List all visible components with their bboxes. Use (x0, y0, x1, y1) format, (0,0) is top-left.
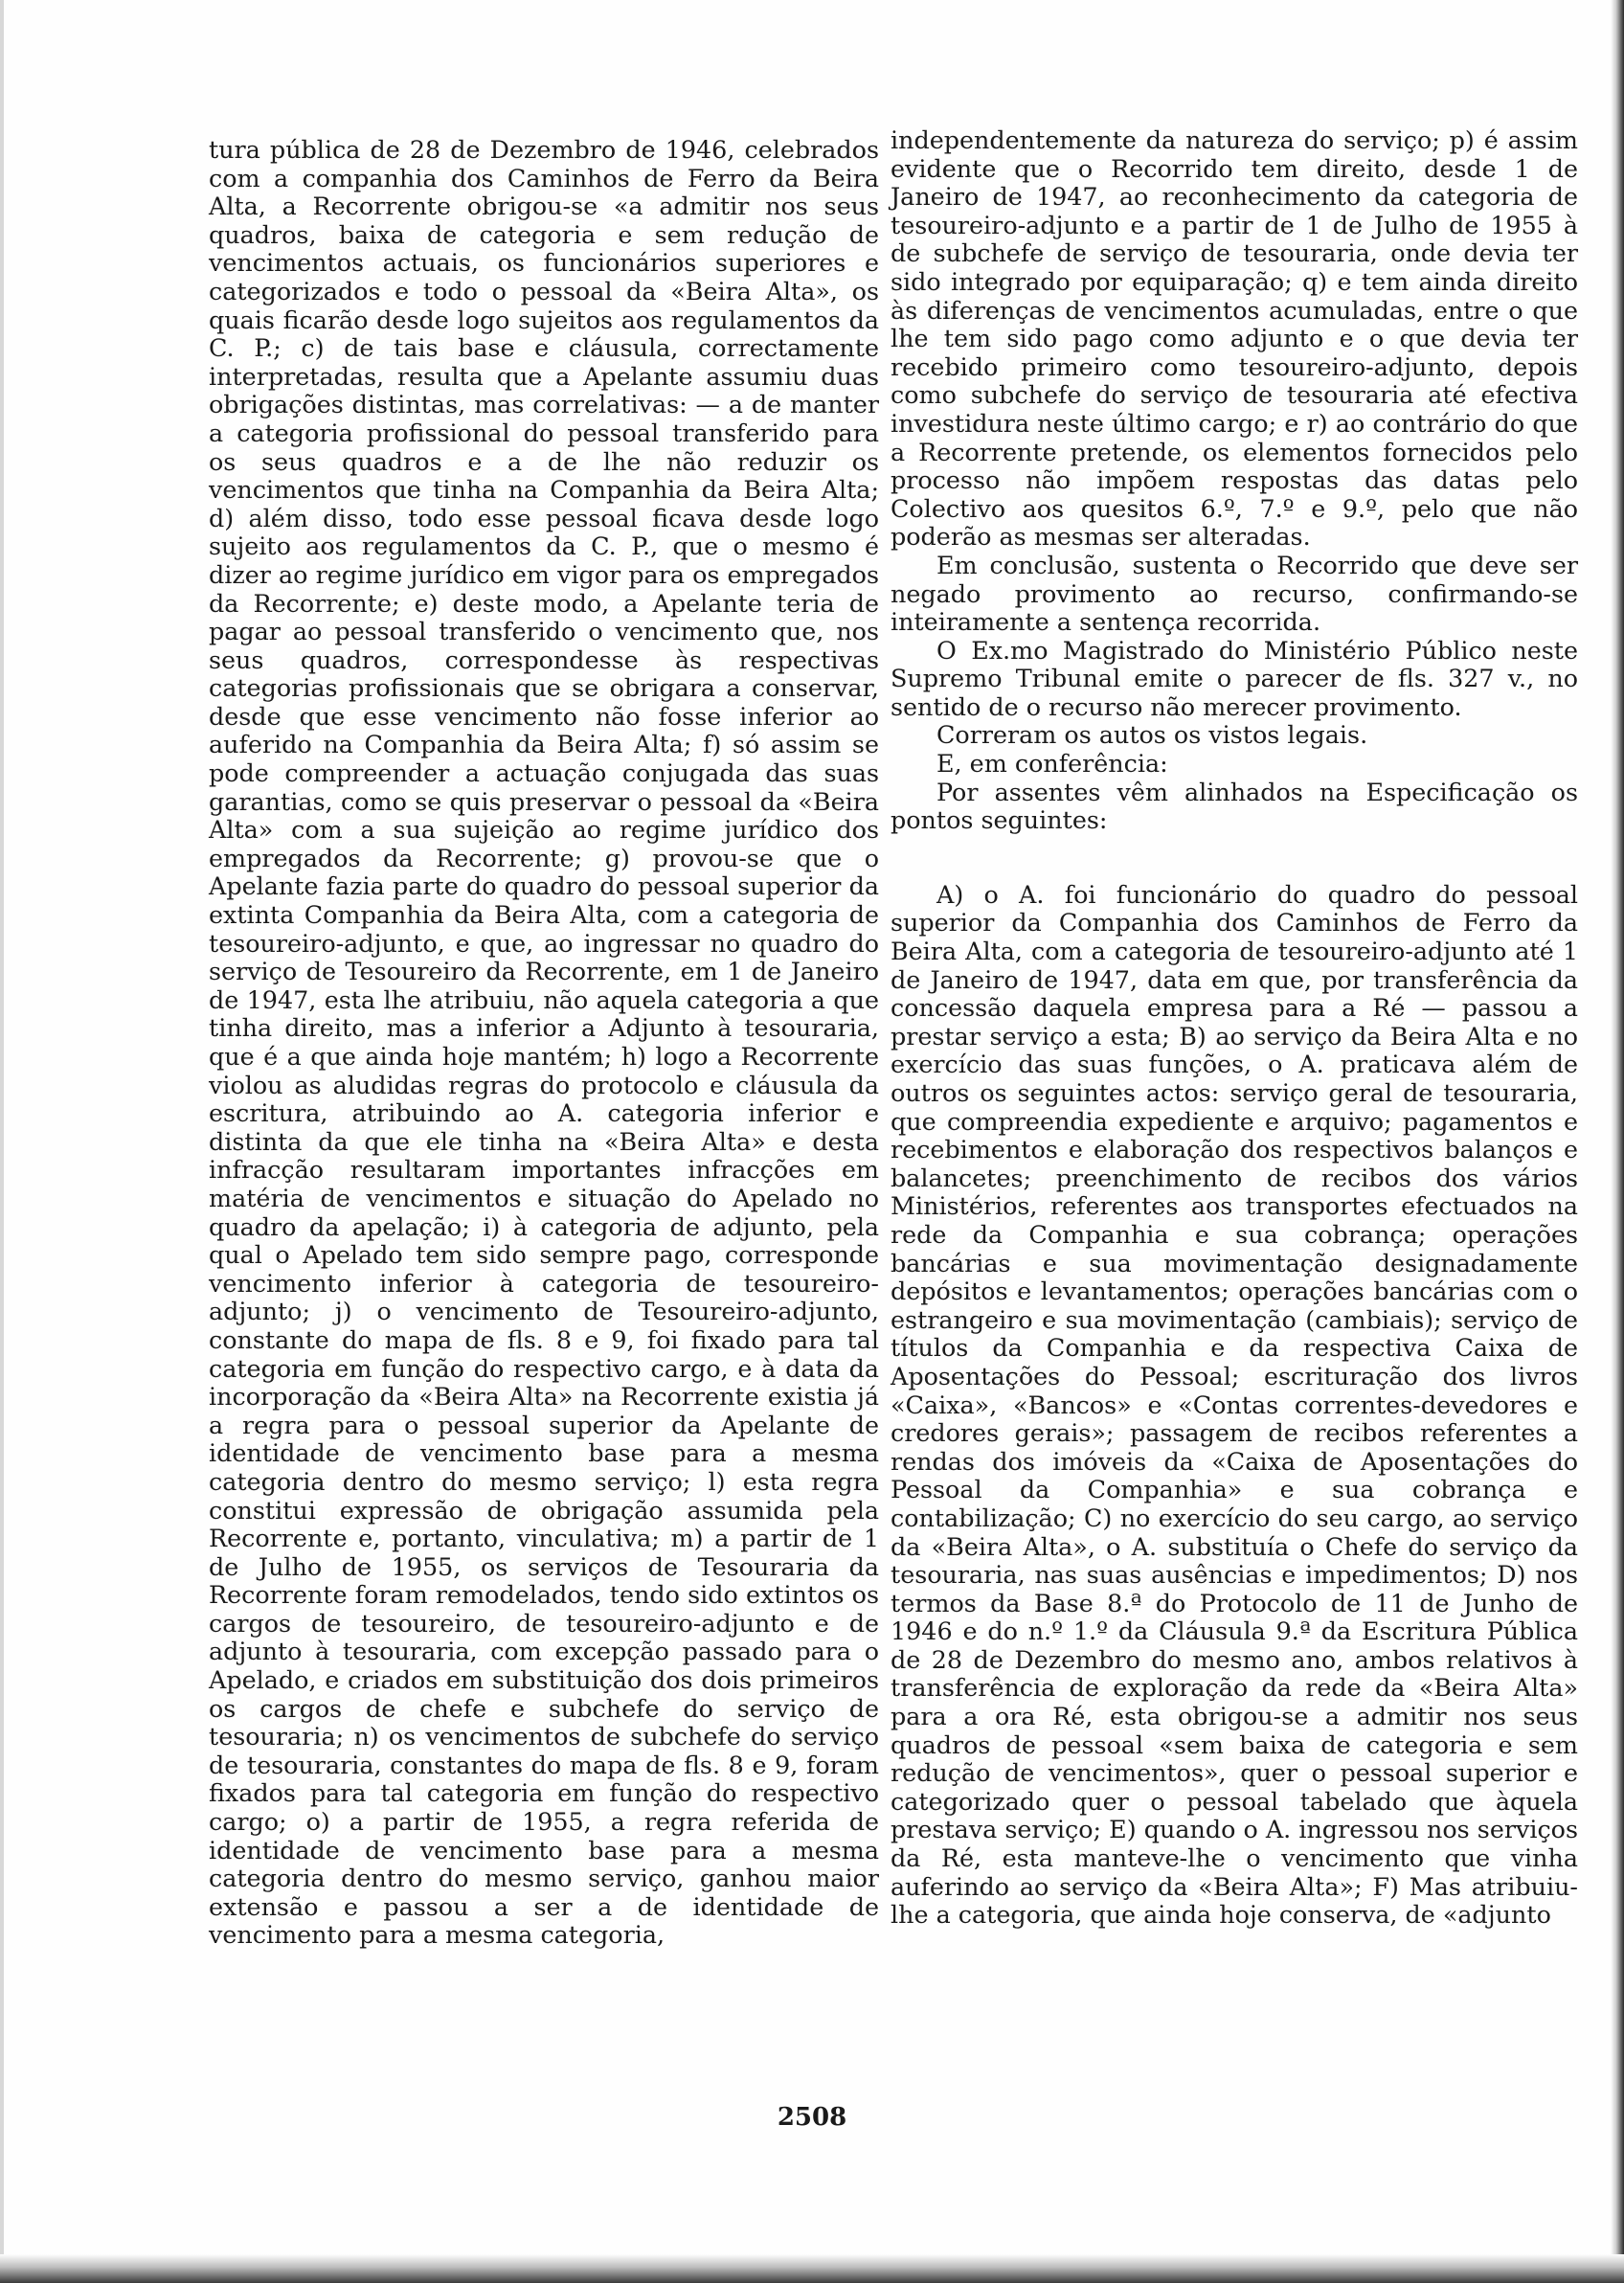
left-column-paragraph: tura pública de 28 de Dezembro de 1946, celebrados com a companhia dos Caminhos de Ferro da Beira Alta, a Recorrente obrigou-se «a admitir nos seus quadros, baixa de categoria e sem redução de vencimentos actuais, os funcionários superiores e categorizados e todo o pessoal da «Beira Alta», os quais ficarão desde logo sujeitos aos regulamentos da C. P.; c) de tais base e cláusula, correctamente interpretadas, resulta que a Apelante assumiu duas obrigações distintas, mas correlativas: — a de manter a categoria profissional do pessoal transferido para os seus quadros e a de lhe não reduzir os vencimentos que tinha na Companhia da Beira Alta; d) além disso, todo esse pessoal ficava desde logo sujeito aos regulamentos da C. P., que o mesmo é dizer ao regime jurídico em vigor para os empregados da Recorrente; e) deste modo, a Apelante teria de pagar ao pessoal transferido o vencimento que, nos seus quadros, correspondesse às respectivas categorias profissionais que se obrigara a conservar, desde que esse vencimento não fosse inferior ao auferido na Companhia da Beira Alta; f) só assim se pode compreender a actuação conjugada das suas garantias, como se quis preservar o pessoal da «Beira Alta» com a sua sujeição ao regime jurídico dos empregados da Recorrente; g) provou-se que o Apelante fazia parte do quadro do pessoal superior da extinta Companhia da Beira Alta, com a categoria de tesoureiro-adjunto, e que, ao ingressar no quadro do serviço de Tesoureiro da Recorrente, em 1 de Janeiro de 1947, esta lhe atribuiu, não aquela categoria a que tinha direito, mas a inferior a Adjunto à tesouraria, que é a que ainda hoje mantém; h) logo a Recorrente violou as aludidas regras do protocolo e cláusula da escritura, atribuindo ao A. categoria inferior e distinta da que ele tinha na «Beira Alta» e desta infracção resultaram importantes infracções em matéria de vencimentos e situação do Apelado no quadro da apelação; i) à categoria de adjunto, pela qual o Apelado tem sido sempre pago, corresponde vencimento inferior à categoria de tesoureiro-adjunto; j) o vencimento de Tesoureiro-adjunto, constante do mapa de fls. 8 e 9, foi fixado para tal categoria em função do respectivo cargo, e à data da incorporação da «Beira Alta» na Recorrente existia já a regra para o pessoal superior da Apelante de identidade de vencimento base para a mesma categoria dentro do mesmo serviço; l) esta regra constitui expressão de obrigação assumida pela Recorrente e, portanto, vinculativa; m) a partir de 1 de Julho de 1955, os serviços de Tesouraria da Recorrente foram remodelados, tendo sido extintos os cargos de tesoureiro, de tesoureiro-adjunto e de adjunto à tesouraria, com excepção passado para o Apelado, e criados em substituição dos dois primeiros os cargos de chefe e subchefe do serviço de tesouraria; n) os vencimentos de subchefe do serviço de tesouraria, constantes do mapa de fls. 8 e 9, foram fixados para tal categoria em função do respectivo cargo; o) a partir de 1955, a regra referida de identidade de vencimento base para a mesma categoria dentro do mesmo serviço, ganhou maior extensão e passou a ser a de identidade de vencimento para a mesma categoria, (209, 135, 879, 1950)
right-paragraph-1: independentemente da natureza do serviço; p) é assim evidente que o Recorrido tem direito, desde 1 de Janeiro de 1947, ao reconhecimento da categoria de tesoureiro-adjunto e a partir de 1 de Julho de 1955 à de subchefe de serviço de tesouraria, onde devia ter sido integrado por equiparação; q) e tem ainda direito às diferenças de vencimentos acumuladas, entre o que lhe tem sido pago como adjunto e o que devia ter recebido primeiro como tesoureiro-adjunto, depois como subchefe do serviço de tesouraria até efectiva investidura neste último cargo; e r) ao contrário do que a Recorrente pretende, os elementos fornecidos pelo processo não impõem respostas das datas pelo Colectivo aos quesitos 6.º, 7.º e 9.º, pelo que não poderão as mesmas ser alteradas. (891, 125, 1578, 552)
right-paragraph-7: A) o A. foi funcionário do quadro do pessoal superior da Companhia dos Caminhos de Ferro da Beira Alta, com a categoria de tesoureiro-adjunto até 1 de Janeiro de 1947, data em que, por transferência da concessão daquela empresa para a Ré — passou a prestar serviço a esta; B) ao serviço da Beira Alta e no exercício das suas funções, o A. praticava além de outros os seguintes actos: serviço geral de tesouraria, que compreendia expediente e arquivo; pagamentos e recebimentos e elaboração dos respectivos balanços e balancetes; preenchimento de recibos dos vários Ministérios, referentes aos transportes efectuados na rede da Companhia e sua cobrança; operações bancárias e sua movimentação designadamente depósitos e levantamentos; operações bancárias com o estrangeiro e sua movimentação (cambiais); serviço de títulos da Companhia e da respectiva Caixa de Aposentações do Pessoal; escrituração dos livros «Caixa», «Bancos» e «Contas correntes-devedores e credores gerais»; passagem de recibos referentes a rendas dos imóveis da «Caixa de Aposentações do Pessoal da Companhia» e sua cobrança e contabilização; C) no exercício do seu cargo, ao serviço da «Beira Alta», o A. substituía o Chefe do serviço da tesouraria, nas suas ausências e impedimentos; D) nos termos da Base 8.ª do Protocolo de 11 de Junho de 1946 e do n.º 1.º da Cláusula 9.ª da Escritura Pública de 28 de Dezembro do mesmo ano, ambos relativos à transferência de exploração da rede da «Beira Alta» para a ora Ré, esta obrigou-se a admitir nos seus quadros de pessoal «sem baixa de categoria e sem redução de vencimentos», quer o pessoal superior e categorizado quer o pessoal tabelado que àquela prestava serviço; E) quando o A. ingressou nos serviços da Ré, esta manteve-lhe o vencimento que vinha auferindo ao serviço da «Beira Alta»; F) Mas atribuiu-lhe a categoria, que ainda hoje conserva, de «adjunto (891, 879, 1578, 1930)
right-paragraph-6: Por assentes vêm alinhados na Especificação os pontos seguintes: (891, 777, 1578, 835)
left-column (209, 136, 879, 1950)
page-number: 2508 (777, 2103, 847, 2132)
right-paragraph-4: Correram os autos os vistos legais. (936, 720, 1368, 750)
scan-bottom-edge (0, 2254, 1624, 2283)
scan-left-edge (0, 0, 4, 2283)
right-column (891, 126, 1578, 1930)
right-paragraph-3: O Ex.mo Magistrado do Ministério Público neste Supremo Tribunal emite o parecer de fls. 327 v., no sentido de o recurso não merecer provimento. (891, 635, 1578, 721)
paragraph-gap (891, 835, 1578, 881)
scan-right-edge (1611, 0, 1624, 2283)
right-paragraph-5: E, em conferência: (936, 749, 1168, 779)
right-paragraph-2: Em conclusão, sustenta o Recorrido que deve ser negado provimento ao recurso, confirmando-se inteiramente a sentença recorrida. (891, 550, 1578, 637)
